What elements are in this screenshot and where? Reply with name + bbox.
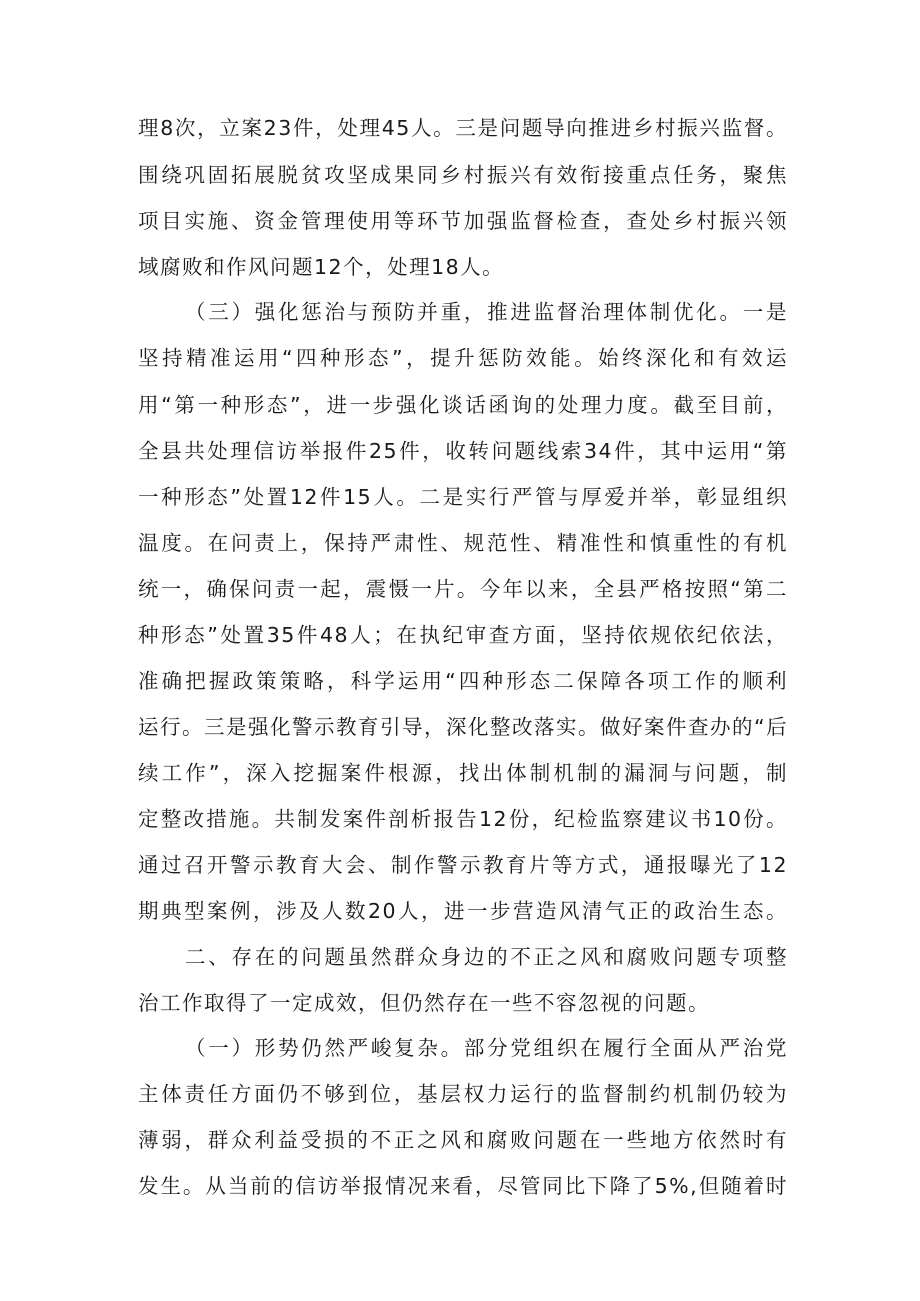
body-text-line: 用“第一种形态”，进一步强化谈话函询的处理力度。截至目前，: [138, 393, 788, 417]
body-text-line: 种形态”处置35件48人；在执纪审查方面，坚持依规依纪依法，: [138, 623, 788, 647]
body-text-line: 温度。在问责上，保持严肃性、规范性、精准性和慎重性的有机: [138, 531, 788, 555]
body-text-line: 围绕巩固拓展脱贫攻坚成果同乡村振兴有效衔接重点任务，聚焦: [138, 163, 788, 187]
body-text-line: 治工作取得了一定成效，但仍然存在一些不容忽视的问题。: [138, 991, 710, 1015]
body-text-line: 准确把握政策策略，科学运用“四种形态二保障各项工作的顺利: [138, 669, 788, 693]
body-text-line: 域腐败和作风问题12个，处理18人。: [138, 255, 505, 279]
body-text-line: 期典型案例，涉及人数20人，进一步营造风清气正的政治生态。: [138, 899, 788, 923]
body-text-line: 理8次，立案23件，处理45人。三是问题导向推进乡村振兴监督。: [138, 116, 788, 140]
section-heading-three: （三）强化惩治与预防并重，推进监督治理体制优化。一是: [185, 300, 788, 324]
body-text-line: 项目实施、资金管理使用等环节加强监督检查，查处乡村振兴领: [138, 209, 788, 233]
body-text-line: 定整改措施。共制发案件剖析报告12份，纪检监察建议书10份。: [138, 807, 788, 831]
body-text-line: 通过召开警示教育大会、制作警示教育片等方式，通报曝光了12: [138, 853, 788, 877]
body-text-line: 续工作”，深入挖掘案件根源，找出体制机制的漏洞与问题，制: [138, 761, 788, 785]
body-text-line: 全县共处理信访举报件25件，收转问题线索34件，其中运用“第: [138, 439, 788, 463]
body-text-line: 一种形态”处置12件15人。二是实行严管与厚爱并举，彰显组织: [138, 485, 788, 509]
subsection-heading-one: （一）形势仍然严峻复杂。部分党组织在履行全面从严治党: [185, 1036, 788, 1060]
body-text-line: 主体责任方面仍不够到位，基层权力运行的监督制约机制仍较为: [138, 1082, 788, 1106]
body-text-line: 坚持精准运用“四种形态”，提升惩防效能。始终深化和有效运: [138, 346, 788, 370]
body-text-line: 统一，确保问责一起，震慑一片。今年以来，全县严格按照“第二: [138, 577, 788, 601]
body-text-line: 发生。从当前的信访举报情况来看，尽管同比下降了5%,但随着时: [138, 1174, 788, 1198]
body-text-line: 运行。三是强化警示教育引导，深化整改落实。做好案件查办的“后: [138, 715, 788, 739]
body-text-line: 薄弱，群众利益受损的不正之风和腐败问题在一些地方依然时有: [138, 1128, 788, 1152]
section-heading-two: 二、存在的问题虽然群众身边的不正之风和腐败问题专项整: [185, 945, 788, 969]
